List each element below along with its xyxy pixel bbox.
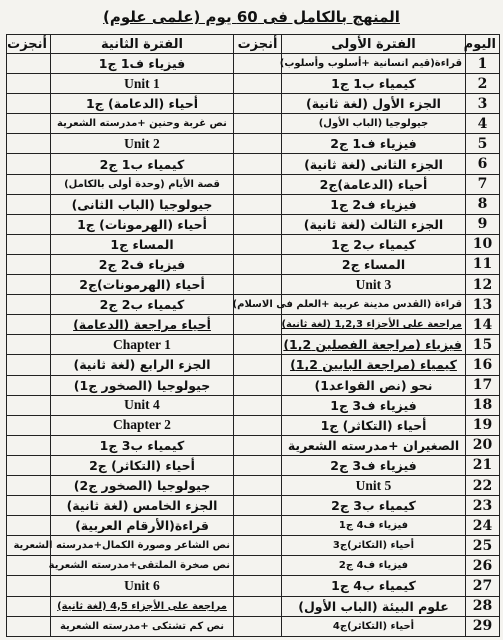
period2-cell-text: أحياء (الهرمونات)ج2 xyxy=(79,277,205,293)
table-row xyxy=(7,134,500,154)
table-row xyxy=(7,315,500,335)
done1-checkbox-cell[interactable] xyxy=(234,516,282,536)
done2-checkbox-cell[interactable] xyxy=(7,355,51,375)
period1-cell-text: كيمياء ب2 ج1 xyxy=(331,236,416,252)
schedule-table xyxy=(6,34,500,637)
period1-cell-text: أحياء (الدعامة)ج2 xyxy=(319,176,428,192)
period1-cell xyxy=(232,295,466,315)
period2-cell-text: نص كم تشتكى +مدرسته الشعرية xyxy=(59,620,225,632)
period1-cell xyxy=(282,596,466,616)
period2-cell xyxy=(51,174,234,194)
done2-checkbox-cell[interactable] xyxy=(7,174,51,194)
header-row xyxy=(7,35,500,54)
period2-cell-text: أحياء (الهرمونات) ج1 xyxy=(77,216,207,232)
period1-cell xyxy=(282,194,466,214)
done1-checkbox-cell[interactable] xyxy=(234,556,282,576)
period1-cell xyxy=(282,395,466,415)
period2-cell-text: فيزياء ف2 ج2 xyxy=(98,256,186,272)
period2-cell xyxy=(51,596,234,616)
day-number-cell xyxy=(466,74,500,94)
period2-cell xyxy=(51,496,234,516)
day-number-cell xyxy=(466,415,500,435)
done1-checkbox-cell[interactable] xyxy=(234,74,282,94)
period1-cell-text: الجزء الثالث (لغة ثانية) xyxy=(303,216,444,232)
done1-checkbox-cell[interactable] xyxy=(234,114,282,134)
table-row xyxy=(7,616,500,636)
period1-cell-text: فيزياء ف4 ج1 xyxy=(338,520,409,532)
day-number-cell xyxy=(466,134,500,154)
period1-cell xyxy=(282,475,466,495)
day-number-cell-text: 3 xyxy=(477,95,488,112)
table-row xyxy=(7,94,500,114)
day-number-cell xyxy=(466,556,500,576)
period2-cell-text: مراجعة على الأجزاء 4,5 (لغة ثانية) xyxy=(57,600,227,612)
table-row xyxy=(7,475,500,495)
done1-checkbox-cell[interactable] xyxy=(234,455,282,475)
page-title: المنهج بالكامل فى 60 يوم (علمى علوم) xyxy=(103,8,400,26)
period2-cell xyxy=(51,74,234,94)
table-row xyxy=(7,214,500,234)
done1-checkbox-cell[interactable] xyxy=(234,315,282,335)
period2-cell-text: المساء ج1 xyxy=(110,236,174,252)
period2-cell-text: قصة الأيام (وحدة أولى بالكامل) xyxy=(64,178,220,190)
table-row xyxy=(7,395,500,415)
day-number-cell xyxy=(466,335,500,355)
done2-checkbox-cell[interactable] xyxy=(7,234,51,254)
table-row xyxy=(7,74,500,94)
period1-cell xyxy=(282,254,466,274)
done2-checkbox-cell[interactable] xyxy=(7,295,51,315)
period2-cell xyxy=(51,275,234,295)
day-number-cell-text: 17 xyxy=(472,377,493,394)
done2-checkbox-cell[interactable] xyxy=(7,435,51,455)
period1-cell-text: فيزياء ف3 ج2 xyxy=(330,457,417,473)
done1-checkbox-cell[interactable] xyxy=(234,355,282,375)
period1-cell xyxy=(282,496,466,516)
day-number-cell xyxy=(466,395,500,415)
period1-cell-text: الجزء الأول (لغة ثانية) xyxy=(306,96,441,112)
period2-cell xyxy=(51,516,234,536)
done2-checkbox-cell[interactable] xyxy=(7,375,51,395)
done2-checkbox-cell[interactable] xyxy=(7,516,51,536)
period2-cell xyxy=(51,475,234,495)
period1-cell xyxy=(282,556,466,576)
done1-checkbox-cell[interactable] xyxy=(234,94,282,114)
table-row xyxy=(7,375,500,395)
done1-checkbox-cell[interactable] xyxy=(234,475,282,495)
period2-cell xyxy=(51,435,234,455)
done2-checkbox-cell[interactable] xyxy=(7,335,51,355)
done1-checkbox-cell[interactable] xyxy=(234,435,282,455)
period2-cell xyxy=(51,254,234,274)
day-number-cell xyxy=(466,154,500,174)
day-number-cell-text: 23 xyxy=(472,497,493,514)
done2-checkbox-cell[interactable] xyxy=(7,596,51,616)
table-row xyxy=(7,556,500,576)
done2-checkbox-cell[interactable] xyxy=(7,455,51,475)
done2-checkbox-cell[interactable] xyxy=(7,616,51,636)
period1-cell-text: كيمياء ب4 ج1 xyxy=(331,578,416,594)
day-number-cell xyxy=(466,616,500,636)
table-row xyxy=(7,194,500,214)
day-number-cell xyxy=(466,295,500,315)
table-row xyxy=(7,154,500,174)
day-number-cell-text: 7 xyxy=(477,176,488,193)
done2-checkbox-cell[interactable] xyxy=(7,475,51,495)
table-row xyxy=(7,435,500,455)
period2-cell-text: Unit 1 xyxy=(124,75,160,91)
period1-cell-text: فيزياء ف2 ج1 xyxy=(330,196,417,212)
done2-checkbox-cell[interactable] xyxy=(7,275,51,295)
day-number-cell xyxy=(466,375,500,395)
period1-cell-text: كيمياء ب3 ج2 xyxy=(331,498,416,514)
done1-checkbox-cell[interactable] xyxy=(234,395,282,415)
period1-cell xyxy=(282,214,466,234)
day-number-cell xyxy=(466,576,500,596)
day-number-cell-text: 1 xyxy=(477,55,488,72)
done1-checkbox-cell[interactable] xyxy=(234,576,282,596)
table-row xyxy=(7,516,500,536)
day-number-cell xyxy=(466,214,500,234)
table-row xyxy=(7,415,500,435)
day-number-cell xyxy=(466,516,500,536)
day-number-cell-text: 14 xyxy=(472,316,493,333)
period1-cell xyxy=(282,455,466,475)
period1-cell-text: كيمياء (مراجعة البابين 1,2) xyxy=(290,357,457,373)
day-number-cell xyxy=(466,496,500,516)
done2-checkbox-cell[interactable] xyxy=(7,54,51,74)
done2-checkbox-cell[interactable] xyxy=(7,315,51,335)
done1-checkbox-cell[interactable] xyxy=(234,536,282,556)
day-number-cell xyxy=(466,455,500,475)
period2-cell xyxy=(51,395,234,415)
done1-checkbox-cell[interactable] xyxy=(234,616,282,636)
done2-checkbox-cell[interactable] xyxy=(7,415,51,435)
period1-cell-text: قراءة(قيم انسانية +أسلوب وأسلوب) xyxy=(279,58,462,70)
day-number-cell xyxy=(466,174,500,194)
day-number-cell xyxy=(466,114,500,134)
period1-cell xyxy=(282,375,466,395)
header-done2: أنجزت xyxy=(7,35,51,54)
done1-checkbox-cell[interactable] xyxy=(234,254,282,274)
table-row xyxy=(7,536,500,556)
period1-cell xyxy=(282,335,466,355)
done1-checkbox-cell[interactable] xyxy=(234,596,282,616)
period2-cell-text: الجزء الرابع (لغة ثانية) xyxy=(73,357,211,373)
done1-checkbox-cell[interactable] xyxy=(234,214,282,234)
period1-cell xyxy=(282,234,466,254)
period2-cell xyxy=(51,355,234,375)
period1-cell xyxy=(282,94,466,114)
day-number-cell-text: 6 xyxy=(477,156,488,173)
day-number-cell-text: 11 xyxy=(472,256,493,273)
period1-cell-text: كيمياء ب1 ج1 xyxy=(331,76,416,92)
period2-cell-text: Unit 4 xyxy=(124,397,160,413)
done1-checkbox-cell[interactable] xyxy=(234,415,282,435)
period2-cell xyxy=(51,54,234,74)
done1-checkbox-cell[interactable] xyxy=(234,134,282,154)
period1-cell xyxy=(282,154,466,174)
done2-checkbox-cell[interactable] xyxy=(7,556,51,576)
period2-cell-text: Unit 6 xyxy=(124,577,160,593)
period2-cell-text: جيولوجيا (الصخور ج2) xyxy=(73,478,211,494)
table-row xyxy=(7,455,500,475)
period2-cell-text: Chapter 2 xyxy=(113,417,171,433)
period1-cell xyxy=(282,114,466,134)
period1-cell xyxy=(282,315,466,335)
period2-cell-text: نص صخرة الملتقى+مدرسته الشعرية xyxy=(48,560,230,572)
period1-cell xyxy=(282,616,466,636)
period1-cell xyxy=(282,415,466,435)
done2-checkbox-cell[interactable] xyxy=(7,94,51,114)
done2-checkbox-cell[interactable] xyxy=(7,134,51,154)
period1-cell xyxy=(282,174,466,194)
day-number-cell-text: 13 xyxy=(472,296,493,313)
day-number-cell-text: 9 xyxy=(477,216,488,233)
header-period1: الفترة الأولى xyxy=(282,35,466,54)
day-number-cell xyxy=(466,275,500,295)
period1-cell-text: جيولوجيا (الباب الأول) xyxy=(318,118,429,130)
done2-checkbox-cell[interactable] xyxy=(7,154,51,174)
period2-cell xyxy=(51,194,234,214)
period2-cell-text: كيمياء ب1 ج2 xyxy=(99,156,185,172)
day-number-cell-text: 27 xyxy=(472,577,493,594)
period1-cell-text: فيزياء ف1 ج2 xyxy=(330,136,417,152)
period2-cell-text: أحياء (الدعامة) ج1 xyxy=(85,96,199,112)
period2-cell-text: الجزء الخامس (لغة ثانية) xyxy=(66,498,218,514)
period1-cell-text: علوم البيئة (الباب الأول) xyxy=(298,598,449,614)
period1-cell xyxy=(282,275,466,295)
day-number-cell xyxy=(466,94,500,114)
done1-checkbox-cell[interactable] xyxy=(234,54,282,74)
day-number-cell xyxy=(466,254,500,274)
period2-cell xyxy=(51,455,234,475)
done2-checkbox-cell[interactable] xyxy=(7,194,51,214)
period2-cell xyxy=(51,214,234,234)
day-number-cell-text: 25 xyxy=(472,537,493,554)
done2-checkbox-cell[interactable] xyxy=(7,576,51,596)
period1-cell-text: فيزياء ف3 ج1 xyxy=(330,397,417,413)
table-row xyxy=(7,295,500,315)
period2-cell-text: أحياء مراجعة (الدعامة) xyxy=(73,317,211,333)
table-row xyxy=(7,576,500,596)
period1-cell-text: مراجعة على الأجزاء 1,2,3 (لغة ثانية) xyxy=(281,319,462,331)
period2-cell xyxy=(51,94,234,114)
table-row xyxy=(7,174,500,194)
period2-cell-text: Unit 2 xyxy=(124,135,160,151)
day-number-cell-text: 8 xyxy=(477,196,488,213)
done1-checkbox-cell[interactable] xyxy=(234,234,282,254)
day-number-cell-text: 24 xyxy=(472,517,493,534)
period1-cell-text: فيزياء ف4 ج2 xyxy=(338,560,409,572)
day-number-cell xyxy=(466,596,500,616)
day-number-cell-text: 22 xyxy=(472,477,493,494)
done2-checkbox-cell[interactable] xyxy=(7,214,51,234)
period2-cell xyxy=(51,315,234,335)
period2-cell xyxy=(48,556,234,576)
day-number-cell xyxy=(466,315,500,335)
day-number-cell-text: 16 xyxy=(472,356,493,373)
period1-cell-text: الصغيران +مدرسته الشعرية xyxy=(287,437,460,453)
period2-cell xyxy=(51,616,234,636)
day-number-cell-text: 18 xyxy=(472,397,493,414)
period1-cell xyxy=(282,74,466,94)
period2-cell-text: أحياء (التكاثر) ج2 xyxy=(89,457,195,473)
period2-cell-text: Chapter 1 xyxy=(113,336,171,352)
period2-cell-text: قراءة(الأرقام العربية) xyxy=(75,518,209,534)
period2-cell xyxy=(51,375,234,395)
done1-checkbox-cell[interactable] xyxy=(234,275,282,295)
done2-checkbox-cell[interactable] xyxy=(7,114,51,134)
done2-checkbox-cell[interactable] xyxy=(7,496,51,516)
day-number-cell-text: 28 xyxy=(472,598,493,615)
done1-checkbox-cell[interactable] xyxy=(234,174,282,194)
table-row xyxy=(7,335,500,355)
period2-cell xyxy=(51,295,234,315)
period1-cell-text: قراءة (القدس مدينة عربية +العلم فى الاسلام) xyxy=(232,299,462,311)
period2-cell-text: جيولوجيا (الصخور ج1) xyxy=(73,377,211,393)
day-number-cell-text: 29 xyxy=(472,618,493,635)
done1-checkbox-cell[interactable] xyxy=(234,375,282,395)
period2-cell-text: كيمياء ب3 ج1 xyxy=(99,437,185,453)
period1-cell-text: أحياء (التكاثر)ج3 xyxy=(332,540,415,552)
period2-cell xyxy=(51,335,234,355)
done1-checkbox-cell[interactable] xyxy=(234,496,282,516)
period2-cell-text: نص الشاعر وصورة الكمال+مدرسته الشعرية xyxy=(13,540,230,552)
day-number-cell-text: 4 xyxy=(477,115,488,132)
header-day: اليوم xyxy=(466,35,500,54)
period2-cell xyxy=(13,536,234,556)
day-number-cell xyxy=(466,536,500,556)
period1-cell-text: أحياء (التكاثر) ج1 xyxy=(320,417,427,433)
period1-cell-text: أحياء (التكاثر)ج4 xyxy=(332,620,415,632)
day-number-cell-text: 5 xyxy=(477,135,488,152)
period1-cell xyxy=(282,355,466,375)
day-number-cell xyxy=(466,234,500,254)
period1-cell-text: نحو (نص القواعد1) xyxy=(314,377,433,393)
period2-cell-text: كيمياء ب2 ج2 xyxy=(99,297,185,313)
period2-cell xyxy=(51,134,234,154)
table-row xyxy=(7,114,500,134)
period1-cell-text: فيزياء (مراجعة الفصلين 1,2) xyxy=(283,337,462,353)
period1-cell xyxy=(282,576,466,596)
table-row xyxy=(7,234,500,254)
schedule-rows xyxy=(7,54,500,637)
day-number-cell-text: 2 xyxy=(477,75,488,92)
period1-cell xyxy=(282,435,466,455)
period2-cell xyxy=(51,576,234,596)
day-number-cell-text: 21 xyxy=(472,457,493,474)
done2-checkbox-cell[interactable] xyxy=(7,74,51,94)
done1-checkbox-cell[interactable] xyxy=(234,194,282,214)
period2-cell xyxy=(51,234,234,254)
day-number-cell-text: 12 xyxy=(472,276,493,293)
day-number-cell xyxy=(466,435,500,455)
period2-cell xyxy=(51,114,234,134)
table-row xyxy=(7,496,500,516)
header-done1: أنجزت xyxy=(234,35,282,54)
period1-cell xyxy=(279,54,466,74)
done2-checkbox-cell[interactable] xyxy=(7,395,51,415)
period2-cell-text: فيزياء ف1 ج1 xyxy=(98,56,186,72)
period1-cell-text: Unit 3 xyxy=(355,276,392,292)
period1-cell xyxy=(282,536,466,556)
done1-checkbox-cell[interactable] xyxy=(234,335,282,355)
period2-cell-text: نص غربة وحنين +مدرسته الشعرية xyxy=(57,118,227,130)
day-number-cell xyxy=(466,194,500,214)
period2-cell xyxy=(51,415,234,435)
header-period2: الفترة الثانية xyxy=(51,35,234,54)
table-row xyxy=(7,54,500,74)
done2-checkbox-cell[interactable] xyxy=(7,254,51,274)
table-row xyxy=(7,596,500,616)
day-number-cell-text: 19 xyxy=(472,417,493,434)
period1-cell xyxy=(282,516,466,536)
period1-cell-text: المساء ج2 xyxy=(341,256,406,272)
table-row xyxy=(7,355,500,375)
day-number-cell xyxy=(466,355,500,375)
day-number-cell xyxy=(466,475,500,495)
day-number-cell-text: 15 xyxy=(472,336,493,353)
period2-cell xyxy=(51,154,234,174)
day-number-cell-text: 10 xyxy=(472,236,493,253)
table-row xyxy=(7,254,500,274)
day-number-cell-text: 26 xyxy=(472,557,493,574)
period2-cell-text: جيولوجيا (الباب الثانى) xyxy=(71,196,213,212)
period1-cell-text: الجزء الثانى (لغة ثانية) xyxy=(304,156,443,172)
day-number-cell-text: 20 xyxy=(472,437,493,454)
table-row xyxy=(7,275,500,295)
period1-cell xyxy=(282,134,466,154)
done1-checkbox-cell[interactable] xyxy=(234,154,282,174)
period1-cell-text: Unit 5 xyxy=(355,477,392,493)
day-number-cell xyxy=(466,54,500,74)
